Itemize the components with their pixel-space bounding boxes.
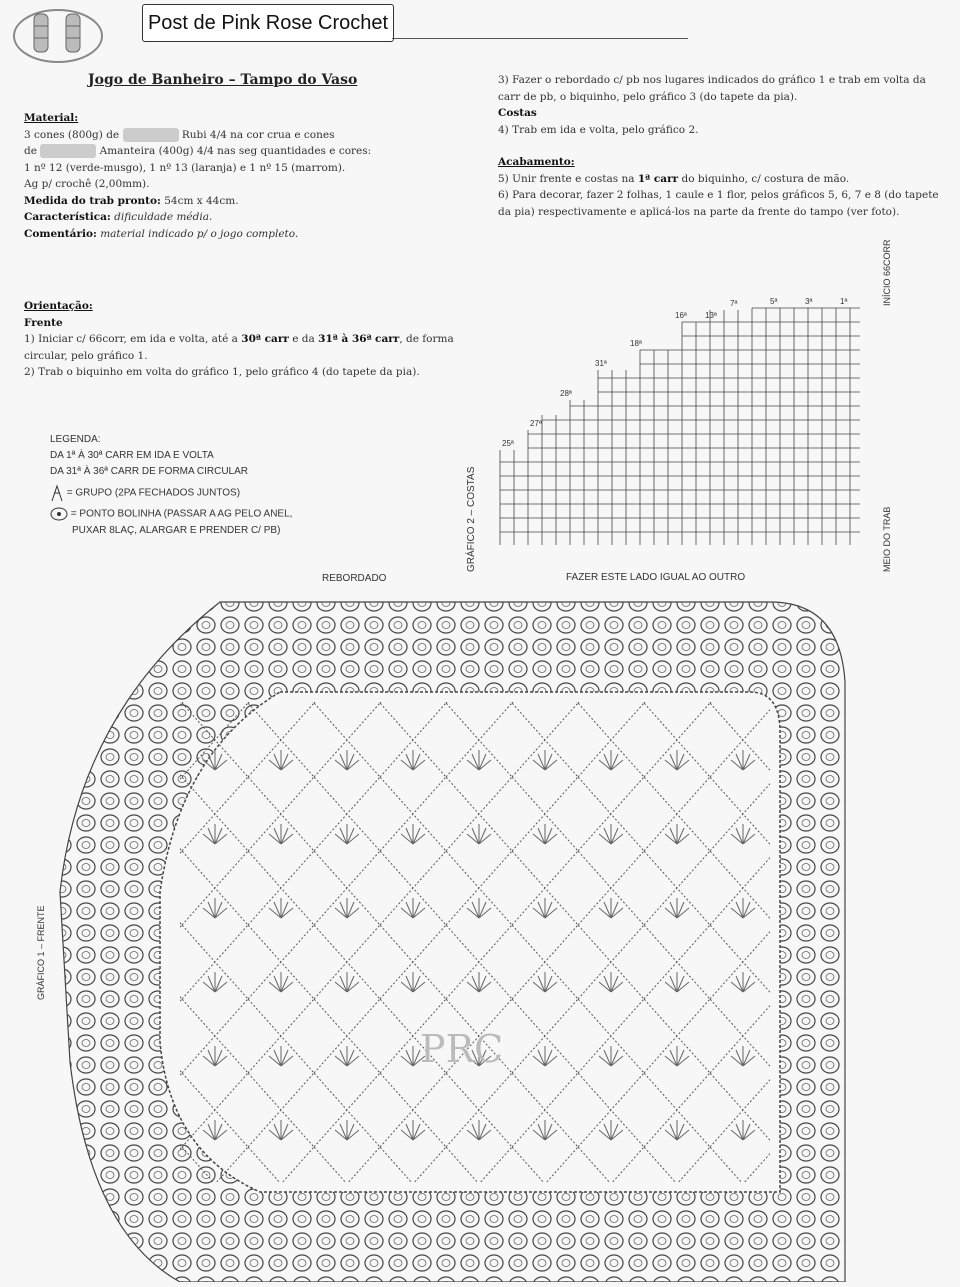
grafico-2-row-label: 3ª	[805, 297, 813, 306]
material-line4: Ag p/ crochê (2,00mm).	[24, 178, 150, 190]
step-1-bold-c: carr	[375, 333, 400, 345]
frente-heading: Frente	[24, 316, 63, 329]
material-line2-b: Amanteira (400g) 4/4 nas seg quantidades e cores:	[99, 145, 372, 157]
comentario-value: material indicado p/ o jogo completo.	[100, 227, 299, 240]
medida-line	[24, 193, 474, 210]
grafico-1-label: GRÁFICO 1 – FRENTE	[36, 905, 46, 1000]
step-1	[24, 331, 464, 364]
yarn-brand-icon	[40, 144, 96, 158]
legend-heading: LEGENDA:	[50, 434, 101, 445]
medida-label: Medida do trab pronto:	[24, 194, 161, 207]
costas-heading: Costas	[498, 107, 537, 119]
grafico-2-row-label: 31ª	[595, 359, 607, 368]
step-5-text-b: do biquinho, c/ costura de mão.	[681, 172, 850, 185]
legend-line-4	[50, 506, 470, 523]
step-1-bold-b: 31ª à 36ª	[318, 333, 372, 345]
legend-line-1: DA 1ª À 30ª CARR EM IDA E VOLTA	[50, 450, 214, 461]
acabamento-heading: Acabamento:	[498, 156, 575, 168]
legend	[50, 432, 470, 539]
legend-line-2: DA 31ª À 36ª CARR DE FORMA CIRCULAR	[50, 466, 249, 477]
group-stitch-icon	[50, 484, 64, 502]
step-1-bold-a: 30ª carr	[241, 333, 289, 345]
orientacao-heading: Orientação:	[24, 300, 93, 312]
step-2: 2) Trab o biquinho em volta do gráfico 1, pelo gráfico 4 (do tapete da pia).	[24, 366, 420, 378]
step-5	[498, 171, 946, 188]
material-line2	[24, 143, 474, 160]
step-1-text-c: , de forma circular, pelo gráfico 1.	[24, 333, 454, 362]
material-heading: Material:	[24, 112, 79, 124]
center-pineapple-field	[180, 702, 770, 1182]
bobble-stitch-icon	[50, 506, 68, 522]
grafico-2-row-label: 27ª	[530, 419, 542, 428]
page-title: Jogo de Banheiro – Tampo do Vaso	[88, 72, 358, 88]
legend-line-5: PUXAR 8LAÇ, ALARGAR E PRENDER C/ PB)	[72, 524, 281, 536]
step-1-text-b: e da	[292, 333, 315, 345]
legend-line-3	[50, 484, 470, 502]
caracteristica-label: Característica:	[24, 211, 111, 223]
grafico-2-grid	[480, 280, 950, 590]
medida-value: 54cm x 44cm.	[164, 194, 239, 207]
post-source-label: Post de Pink Rose Crochet	[142, 4, 394, 42]
comentario-label: Comentário:	[24, 227, 97, 240]
rebordado-label: REBORDADO	[322, 573, 387, 584]
step-5-text: 5) Unir frente e costas na	[498, 172, 635, 185]
watermark: PRC	[420, 1027, 504, 1071]
material-line1-a: 3 cones (800g) de	[24, 128, 120, 141]
comentario-line	[24, 226, 474, 243]
grafico-2-row-label: 13ª	[705, 311, 717, 320]
step-4: 4) Trab em ida e volta, pelo gráfico 2.	[498, 123, 699, 136]
legend-line-3-text: = GRUPO (2PA FECHADOS JUNTOS)	[66, 487, 241, 499]
caracteristica-line	[24, 209, 474, 226]
material-section	[24, 110, 474, 242]
material-line3: 1 nº 12 (verde-musgo), 1 nº 13 (laranja) e 1 nº 15 (marrom).	[24, 161, 346, 174]
material-line1	[24, 127, 474, 144]
inicio-label: INÍCIO 66CORR	[882, 239, 892, 306]
step-3: 3) Fazer o rebordado c/ pb nos lugares indicados do gráfico 1 e trab em volta da carr de pb, o biquinho, pelo gráfico 3 (do tapete da pia).	[498, 74, 926, 103]
grafico-2-row-label: 28ª	[560, 389, 572, 398]
step-1-text: 1) Iniciar c/ 66corr, em ida e volta, até a	[24, 333, 238, 345]
header-rule	[392, 38, 688, 39]
material-line2-a: de	[24, 145, 37, 157]
meio-label: MEIO DO TRAB	[882, 506, 892, 572]
grafico-2-row-label: 7ª	[730, 299, 738, 308]
grafico-2-row-label: 25ª	[502, 439, 514, 448]
grafico-2-label: GRÁFICO 2 – COSTAS	[466, 466, 477, 572]
grafico-2-row-label: 16ª	[675, 311, 687, 320]
grafico-2-bottom-note: FAZER ESTE LADO IGUAL AO OUTRO	[566, 572, 746, 583]
legend-line-4-text: = PONTO BOLINHA (PASSAR A AG PELO ANEL,	[70, 508, 293, 520]
logo-icon	[10, 2, 106, 64]
grafico-2-row-label: 1ª	[840, 297, 848, 306]
grafico-1-chart	[50, 592, 850, 1282]
step-5-bold: 1ª carr	[637, 172, 679, 185]
yarn-brand-icon	[123, 128, 179, 142]
grafico-2-row-label: 5ª	[770, 297, 778, 306]
right-instructions	[498, 72, 946, 220]
material-line1-b: Rubi 4/4 na cor crua e cones	[181, 128, 335, 141]
orientacao-section	[24, 298, 464, 381]
grafico-2-row-label: 18ª	[630, 339, 642, 348]
caracteristica-value: dificuldade média.	[114, 211, 213, 223]
step-6: 6) Para decorar, fazer 2 folhas, 1 caule e 1 flor, pelos gráficos 5, 6, 7 e 8 (do tapete da pia) respectivamente e aplicá-los na parte da frente do tampo (ver foto).	[498, 189, 939, 218]
